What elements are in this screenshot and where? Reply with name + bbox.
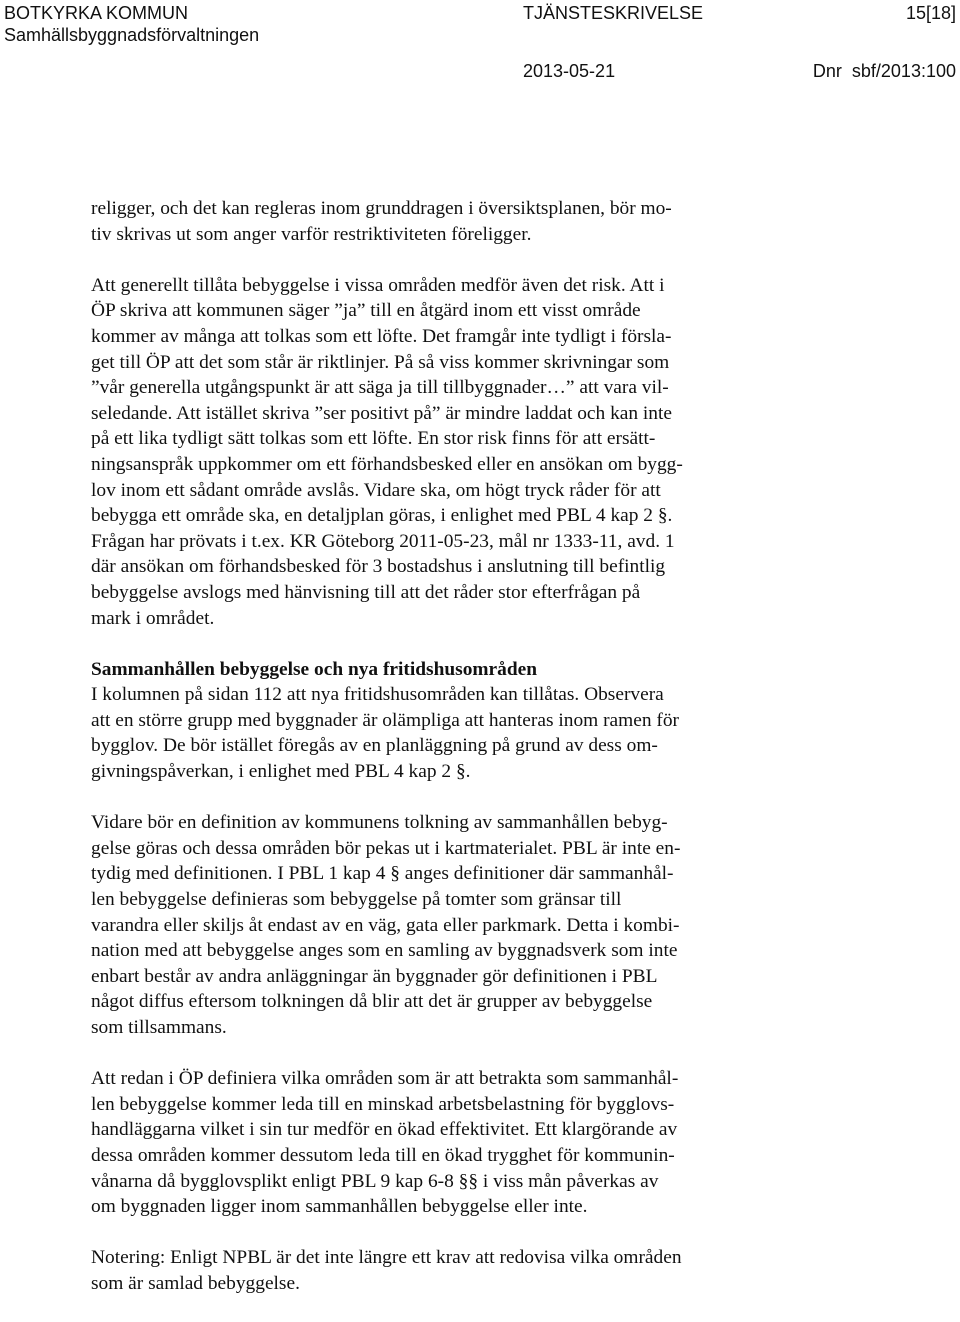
document-type: TJÄNSTESKRIVELSE xyxy=(523,3,704,23)
paragraph-4: Vidare bör en definition av kommunens tolkning av sammanhållen bebyg- gelse göras och dessa områden bör pekas ut i kartmaterialet. PBL är inte en- tydig med definitionen. I PBL 1 kap 4 § anges definitioner där sammanhål- len bebyggelse definieras som bebyggelse på tomter som gränsar till varandra eller skiljs åt endast av en väg, gata eller parkmark. Detta i kombi- nation med att bebyggelse anges som en samling av byggnadsverk som inte enbart består av andra anläggningar än byggnader gör definitionen i PBL något diffus eftersom tolkningen då blir att det är grupper av bebyggelse som tillsammans. xyxy=(91,812,681,1038)
paragraph-3: I kolumnen på sidan 112 att nya fritidshusområden kan tillåtas. Observera att en större grupp med byggnader är olämpliga att hanteras inom ramen för bygglov. De bör istället föregås av en planläggning på grund av dess om- givningspåverkan, i enlighet med PBL 4 kap 2 §. xyxy=(91,684,679,783)
note-paragraph: Notering: Enligt NPBL är det inte längre ett krav att redovisa vilka områden som är samlad bebyggelse. xyxy=(91,1247,682,1294)
document-body xyxy=(91,196,811,1322)
department-name: Samhällsbyggnadsförvaltningen xyxy=(4,25,260,45)
paragraph-2: Att generellt tillåta bebyggelse i vissa områden medför även det risk. Att i ÖP skriva att kommunen säger ”ja” till en åtgärd inom ett visst område kommer av många att tolkas som ett löfte. Det framgår inte tydligt i försla- get till ÖP att det som står är riktlinjer. På så viss kommer skrivningar som ”vår generella utgångspunkt är att säga ja till tillbyggnader…” att vara vil- seledande. Att istället skriva ”ser positivt på” är mindre laddat och kan inte på ett lika tydligt sätt tolkas som ett löfte. En stor risk finns för att ersätt- ningsanspråk uppkommer om ett förhandsbesked eller en ansökan om bygg- lov inom ett sådant område avslås. Vidare ska, om högt tryck råder för att bebygga ett område ska, en detaljplan göras, i enlighet med PBL 4 kap 2 §. Frågan har prövats i t.ex. KR Göteborg 2011-05-23, mål nr 1333-11, avd. 1 där ansökan om förhandsbesked för 3 bostadshus i anslutning till befintlig bebyggelse avslogs med hänvisning till att det råder stor efterfrågan på mark i området. xyxy=(91,274,683,629)
paragraph-1: religger, och det kan regleras inom grunddragen i översiktsplanen, bör mo- tiv skrivas ut som anger varför restriktiviteten föreligger. xyxy=(91,198,672,245)
org-name: BOTKYRKA KOMMUN xyxy=(4,3,189,23)
page-number: 15[18] xyxy=(905,3,956,23)
paragraph-5: Att redan i ÖP definiera vilka områden som är att betrakta som sammanhål- len bebyggelse kommer leda till en minskad arbetsbelastning för bygglovs- handläggarna vilket i sin tur medför en ökad effektivitet. Ett klargörande av dessa områden kommer dessutom leda till en ökad trygghet för kommunin- vånarna då bygglovsplikt enligt PBL 9 kap 6-8 §§ i viss mån påverkas av om byggnaden ligger inom sammanhållen bebyggelse eller inte. xyxy=(91,1068,679,1218)
diary-number: Dnr sbf/2013:100 xyxy=(812,61,956,81)
document-date: 2013-05-21 xyxy=(523,61,616,81)
section-heading: Sammanhållen bebyggelse och nya fritidshusområden xyxy=(91,658,538,680)
section xyxy=(91,657,811,785)
